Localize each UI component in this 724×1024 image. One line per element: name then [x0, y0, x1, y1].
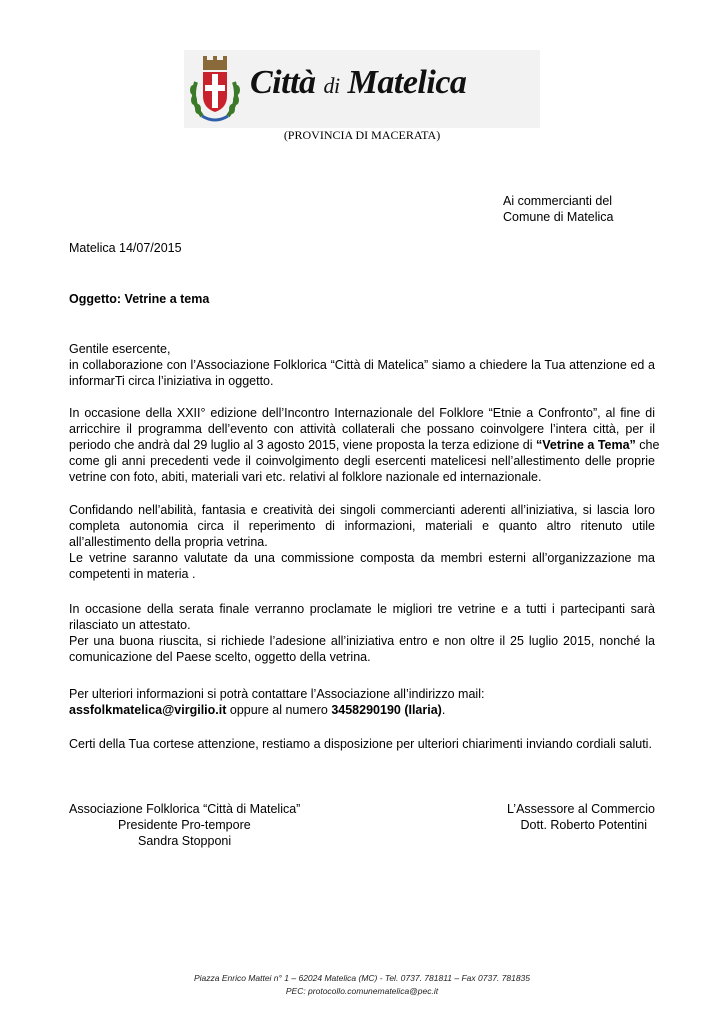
- signature-right-role: L’Assessore al Commercio: [507, 802, 655, 816]
- city-wordmark: [250, 64, 466, 102]
- event-text: periodo che andrà dal 29 luglio al 3 agosto 2015, viene proposta la terza edizione di: [69, 438, 536, 452]
- paragraph-autonomy-line: completa autonomia circa il reperimento di informazioni, materiali e quanto altro ritenuto utile: [69, 519, 655, 533]
- date-line: Matelica 14/07/2015: [69, 241, 182, 255]
- recipient-line-2: Comune di Matelica: [503, 210, 614, 224]
- paragraph-autonomy-line: Le vetrine saranno valutate da una commissione composta da membri esterni all’organizzazione ma: [69, 551, 655, 565]
- contact-text: .: [441, 703, 446, 717]
- footer-pec: PEC: protocollo.comunematelica@pec.it: [285, 986, 439, 996]
- event-name: “Vetrine a Tema”: [536, 438, 636, 452]
- footer-address: Piazza Enrico Mattei n° 1 – 62024 Matelica (MC) - Tel. 0737. 781811 – Fax 0737. 781835: [193, 973, 531, 983]
- event-text: che: [635, 438, 660, 452]
- paragraph-final-line: In occasione della serata finale verranno proclamate le migliori tre vetrine e a tutti i partecipanti sarà: [69, 602, 655, 616]
- wordmark-part-2: di: [323, 73, 340, 98]
- province-label: (PROVINCIA DI MACERATA): [283, 128, 441, 142]
- paragraph-autonomy-line: competenti in materia .: [69, 567, 196, 581]
- paragraph-final-line: Per una buona riuscita, si richiede l’adesione all’iniziativa entro e non oltre il 25 luglio 2015, nonché la: [69, 634, 655, 648]
- contact-details: [69, 702, 445, 718]
- subject-line: Oggetto: Vetrine a tema: [69, 292, 210, 306]
- contact-text: oppure al numero: [226, 703, 332, 717]
- paragraph-event-line: vetrine con foto, abiti, materiali vari etc. relativi al folklore nazionale ed internazionale.: [69, 470, 542, 484]
- paragraph-event-line: In occasione della XXII° edizione dell’Incontro Internazionale del Folklore “Etnie a Confronto”, al fine di: [69, 406, 655, 420]
- wordmark-part-3: Matelica: [347, 64, 467, 101]
- paragraph-final-line: comunicazione del Paese scelto, oggetto della vetrina.: [69, 650, 371, 664]
- signature-right-name: Dott. Roberto Potentini: [520, 818, 647, 832]
- coat-of-arms-icon: [186, 52, 244, 126]
- contact-phone: 3458290190 (Ilaria): [331, 703, 442, 717]
- signature-left-role: Presidente Pro-tempore: [118, 818, 251, 832]
- signature-left-org: Associazione Folklorica “Città di Matelica”: [69, 802, 301, 816]
- contact-line: Per ulteriori informazioni si potrà contattare l’Associazione all’indirizzo mail:: [69, 687, 485, 701]
- paragraph-intro-line: in collaborazione con l’Associazione Folklorica “Città di Matelica” siamo a chiedere la Tua attenzione ed a: [69, 358, 655, 372]
- paragraph-intro: [69, 357, 655, 389]
- closing-line: Certi della Tua cortese attenzione, restiamo a disposizione per ulteriori chiarimenti inviando cordiali saluti.: [69, 737, 652, 751]
- signature-left-name: Sandra Stopponi: [138, 834, 232, 848]
- contact-email: assfolkmatelica@virgilio.it: [69, 703, 227, 717]
- paragraph-autonomy: [69, 502, 655, 582]
- recipient-line-1: Ai commercianti del: [503, 194, 613, 208]
- paragraph-intro-line: informarTi circa l’iniziativa in oggetto.: [69, 374, 274, 388]
- salutation: Gentile esercente,: [69, 342, 171, 356]
- paragraph-event-line: [69, 437, 660, 453]
- paragraph-final-line: rilasciato un attestato.: [69, 618, 191, 632]
- paragraph-event: [69, 405, 660, 485]
- letterhead: [184, 50, 540, 128]
- paragraph-event-line: come gli anni precedenti vede il coinvolgimento degli esercenti matelicesi nell’allestimento delle proprie: [69, 454, 655, 468]
- paragraph-autonomy-line: all’allestimento della propria vetrina.: [69, 535, 268, 549]
- paragraph-event-line: arricchire il programma dell’evento con attività collaterali che possano coinvolgere l’intera città, per il: [69, 422, 655, 436]
- paragraph-final: [69, 601, 655, 665]
- paragraph-autonomy-line: Confidando nell’abilità, fantasia e creatività dei singoli commercianti aderenti all’iniziativa, si lascia loro: [69, 503, 655, 517]
- wordmark-part-1: Città: [250, 64, 316, 101]
